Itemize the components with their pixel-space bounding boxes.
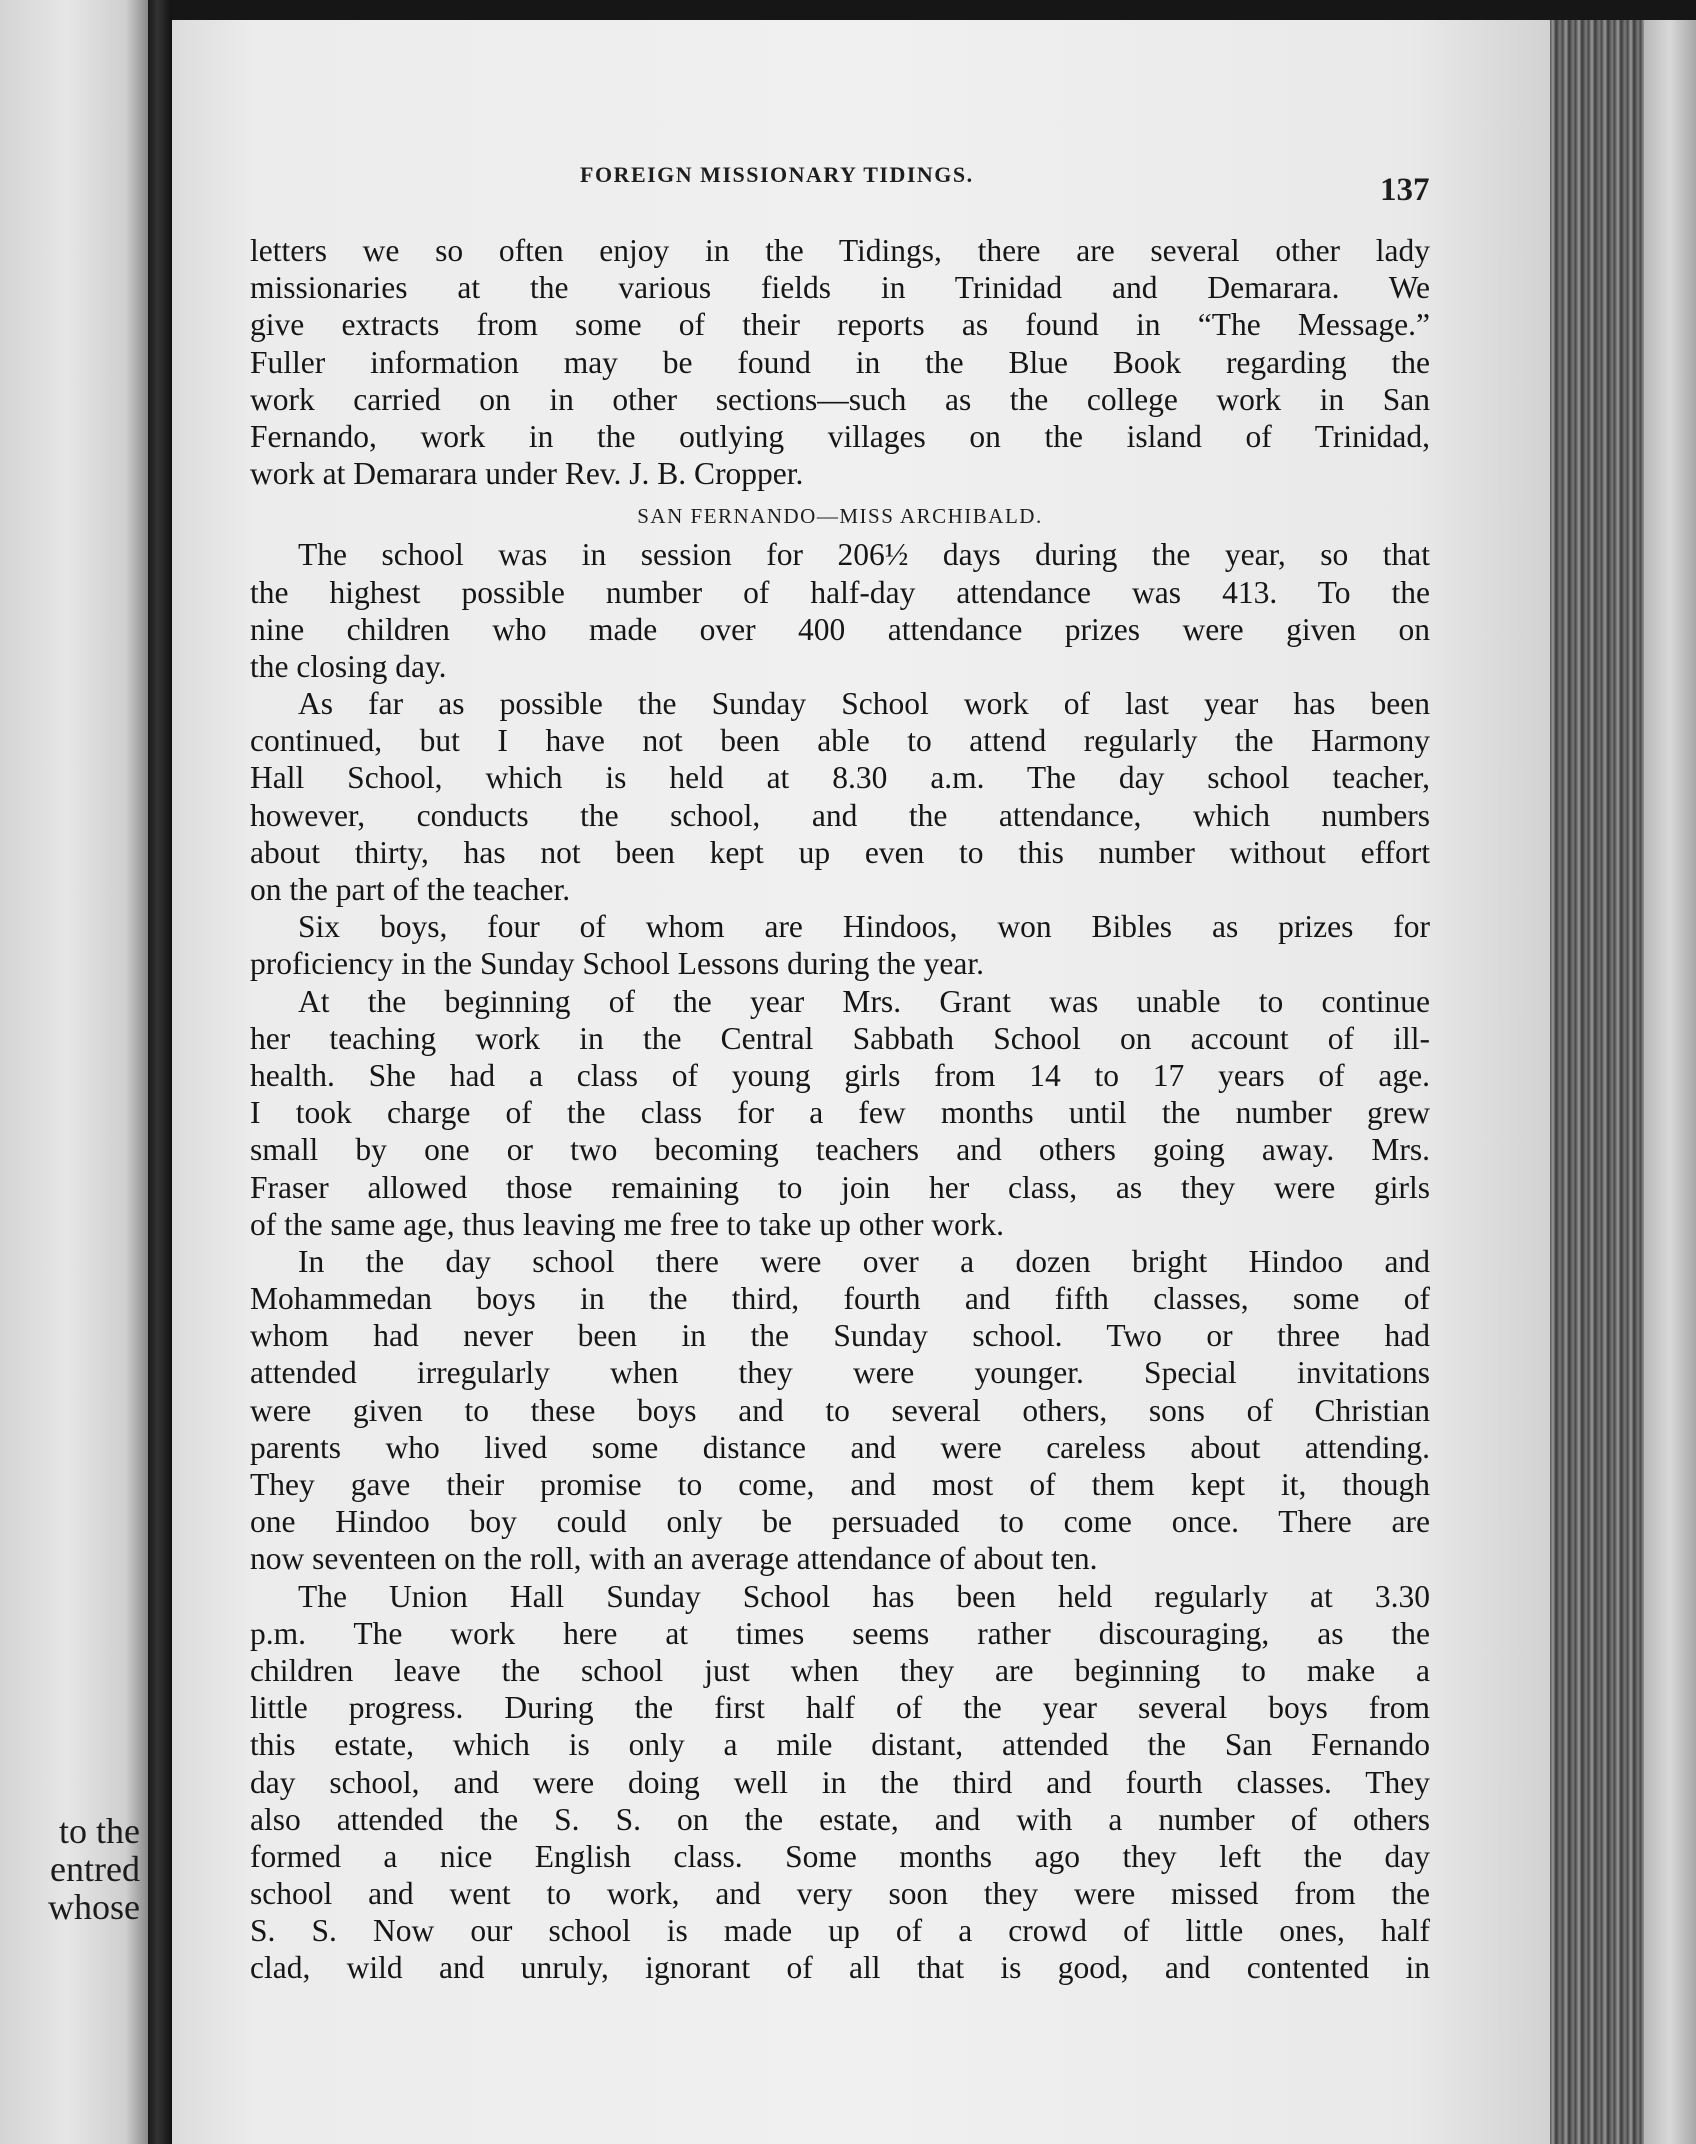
section-heading: SAN FERNANDO—MISS ARCHIBALD. [637, 504, 1043, 529]
text-line: of the same age, thus leaving me free to take up other work. [250, 1206, 1004, 1242]
text-line: In the day school there were over a dozen bright Hindoo and [298, 1243, 1430, 1279]
text-line: give extracts from some of their reports as found in “The Message.” [250, 307, 1430, 343]
text-line: clad, wild and unruly, ignorant of all that is good, and contented in [250, 1950, 1430, 1986]
text-line: The Union Hall Sunday School has been held regularly at 3.30 [298, 1578, 1430, 1614]
text-line: the highest possible number of half-day attendance was 413. To the [250, 574, 1430, 610]
text-line: small by one or two becoming teachers and others going away. Mrs. [250, 1132, 1430, 1168]
text-line: one Hindoo boy could only be persuaded to come once. There are [250, 1504, 1430, 1540]
text-line: the closing day. [250, 648, 447, 684]
text-line: however, conducts the school, and the attendance, which numbers [250, 797, 1430, 833]
text-line: I took charge of the class for a few months until the number grew [250, 1095, 1430, 1131]
text-line: work carried on in other sections—such as the college work in San [250, 381, 1430, 417]
text-line: S. S. Now our school is made up of a crowd of little ones, half [250, 1913, 1430, 1949]
text-line: school and went to work, and very soon they were missed from the [250, 1876, 1430, 1912]
text-line: on the part of the teacher. [250, 872, 571, 907]
text-line: were given to these boys and to several others, sons of Christian [250, 1392, 1430, 1428]
text-line: parents who lived some distance and were careless about attending. [250, 1429, 1430, 1465]
text-line: this estate, which is only a mile distant, attended the San Fernando [250, 1727, 1430, 1763]
previous-page-line: to the [59, 1812, 140, 1850]
text-line: p.m. The work here at times seems rather discouraging, as the [250, 1615, 1430, 1651]
text-line: formed a nice English class. Some months ago they left the day [250, 1838, 1430, 1874]
text-line: little progress. During the first half of the year several boys from [250, 1690, 1430, 1726]
page-fore-edge [1550, 20, 1696, 2144]
text-line: day school, and were doing well in the third and fourth classes. They [250, 1764, 1430, 1800]
text-line: work at Demarara under Rev. J. B. Cropper. [250, 456, 804, 492]
book-gutter [148, 0, 172, 2144]
text-line: They gave their promise to come, and most of them kept it, though [250, 1467, 1430, 1502]
text-line: whom had never been in the Sunday school. Two or three had [250, 1318, 1430, 1354]
text-line: At the beginning of the year Mrs. Grant was unable to continue [298, 983, 1430, 1019]
text-line: Six boys, four of whom are Hindoos, won Bibles as prizes for [298, 909, 1430, 945]
text-line: Fernando, work in the outlying villages on the island of Trinidad, [250, 418, 1430, 454]
text-line: nine children who made over 400 attendance prizes were given on [250, 611, 1430, 647]
running-head: FOREIGN MISSIONARY TIDINGS. [580, 162, 974, 187]
text-line: attended irregularly when they were younger. Special invitations [250, 1355, 1430, 1391]
text-line: letters we so often enjoy in the Tidings, there are several other lady [250, 233, 1430, 268]
text-line: Fuller information may be found in the Blue Book regarding the [250, 344, 1430, 380]
text-line: Hall School, which is held at 8.30 a.m. The day school teacher, [250, 760, 1430, 796]
text-line: also attended the S. S. on the estate, and with a number of others [250, 1801, 1430, 1837]
page-body [250, 232, 1430, 1987]
page-number: 137 [1380, 172, 1430, 208]
previous-page-line: whose [48, 1888, 140, 1926]
text-line: Fraser allowed those remaining to join her class, as they were girls [250, 1169, 1430, 1205]
text-line: continued, but I have not been able to attend regularly the Harmony [250, 723, 1430, 759]
text-line: proficiency in the Sunday School Lessons during the year. [250, 946, 984, 982]
text-line: As far as possible the Sunday School work of last year has been [298, 686, 1430, 722]
previous-page-line: entred [50, 1850, 140, 1888]
previous-page-text [0, 1812, 140, 1926]
previous-page-edge [0, 0, 148, 2144]
text-line: The school was in session for 206½ days during the year, so that [298, 537, 1430, 573]
text-line: missionaries at the various fields in Trinidad and Demarara. We [250, 270, 1430, 306]
text-line: Mohammedan boys in the third, fourth and fifth classes, some of [250, 1281, 1430, 1317]
text-line: children leave the school just when they are beginning to make a [250, 1652, 1430, 1688]
text-line: her teaching work in the Central Sabbath School on account of ill- [250, 1020, 1430, 1056]
text-line: now seventeen on the roll, with an average attendance of about ten. [250, 1541, 1098, 1577]
text-line: health. She had a class of young girls from 14 to 17 years of age. [250, 1057, 1430, 1093]
text-line: about thirty, has not been kept up even to this number without effort [250, 834, 1430, 870]
